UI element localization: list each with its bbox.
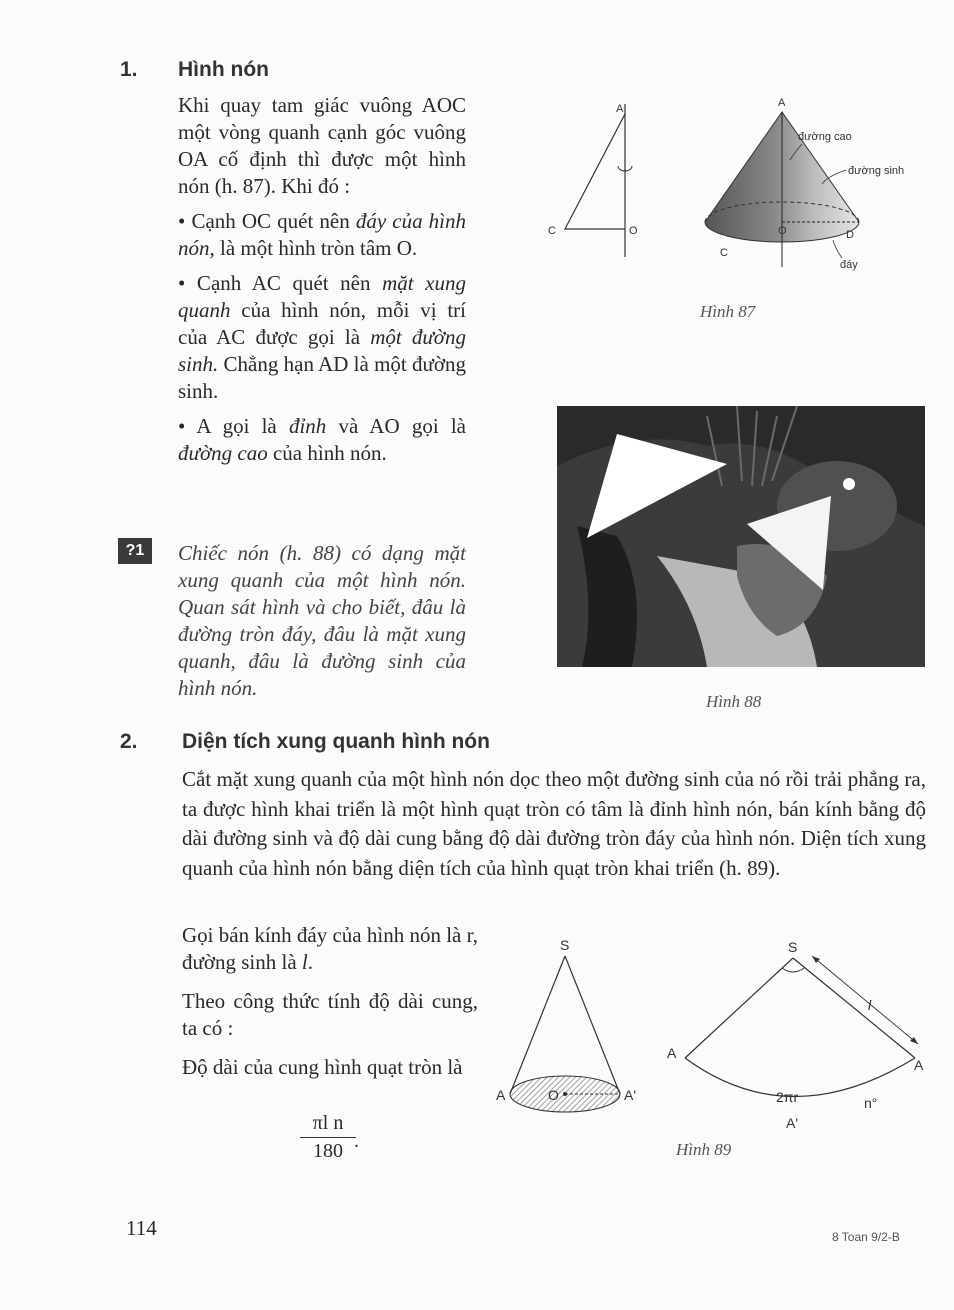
cone-right-edge <box>565 956 620 1094</box>
arc-length-text: Độ dài của cung hình quạt tròn là <box>182 1055 463 1079</box>
section-2-paragraph: Cắt mặt xung quanh của một hình nón dọc theo một đường sinh của nó rồi trải phẳng ra, ta được hình khai triển là một hình quạt tròn có tâm là đỉnh hình nón, bán kính bằng độ dài đường sinh và độ dài cung bằng độ dài đường tròn đáy của hình nón. Diện tích xung quanh của hình nón bằng diện tích của hình quạt tròn khai triển (h. 89). <box>182 767 926 880</box>
label-o-left: O <box>629 225 638 237</box>
label-aprime-cone: A' <box>624 1087 637 1103</box>
sector-arc <box>685 1058 915 1097</box>
label-a-cone: A <box>778 97 786 109</box>
cone-left-edge <box>510 956 565 1094</box>
question-badge: ?1 <box>118 538 152 564</box>
figure-88-caption: Hình 88 <box>706 692 762 711</box>
section-2-left-column <box>182 922 478 1081</box>
label-s-cone: S <box>560 937 570 953</box>
arc-length-fraction <box>300 1112 356 1163</box>
section-1-body <box>178 92 466 467</box>
label-aprime-sector: A' <box>786 1115 799 1131</box>
bullet-apex: • A gọi là đỉnh và AO gọi là đường cao của hình nón. <box>178 414 466 465</box>
label-a-sector-right: A <box>914 1057 924 1073</box>
label-arc-length: 2πr <box>776 1089 799 1105</box>
label-s-sector: S <box>788 939 798 955</box>
bullet-lateral-surface: • Cạnh AC quét nên mặt xung quanh của hình nón, mỗi vị trí của AC được gọi là một đường sinh. Chẳng hạn AD là một đường sinh. <box>178 271 466 403</box>
arc-formula-intro: Theo công thức tính độ dài cung, ta có : <box>182 989 478 1040</box>
figure-87-caption: Hình 87 <box>700 302 756 321</box>
intro-paragraph: Khi quay tam giác vuông AOC một vòng quanh cạnh góc vuông OA cố định thì được một hình nón (h. 87). Khi đó : <box>178 93 466 198</box>
figure-88-photo <box>557 406 925 667</box>
label-a-cone: A <box>496 1087 506 1103</box>
radius-definition: Gọi bán kính đáy của hình nón là r, đường sinh là l. <box>182 923 479 974</box>
label-o-cone: O <box>548 1087 559 1103</box>
sector-angle-mark <box>782 968 804 972</box>
triangle-aoc <box>565 114 625 229</box>
section-2-title: Diện tích xung quanh hình nón <box>182 730 490 753</box>
label-a-left: A <box>616 103 624 115</box>
sector-left-radius <box>685 958 793 1058</box>
label-generatrix: đường sinh <box>848 165 905 177</box>
label-degree: n° <box>864 1095 878 1111</box>
figure-89-diagram <box>490 930 930 1140</box>
bullet-base: • Cạnh OC quét nên đáy của hình nón, là một hình tròn tâm O. <box>178 209 467 260</box>
label-c-left: C <box>548 225 556 237</box>
sector-right-radius <box>793 958 915 1058</box>
section-1-number: 1. <box>120 58 138 81</box>
question-text: Chiếc nón (h. 88) có dạng mặt xung quanh của một hình nón. Quan sát hình và cho biết, đâu là đường tròn đáy, đâu là mặt xung quanh, đâu là đường sinh của hình nón. <box>178 541 466 700</box>
section-1-title: Hình nón <box>178 58 269 81</box>
figure-89-caption: Hình 89 <box>676 1140 732 1159</box>
page-number: 114 <box>126 1216 157 1240</box>
label-d-cone: D <box>846 229 854 241</box>
length-arrow <box>812 956 918 1044</box>
section-2-number: 2. <box>120 730 138 753</box>
label-o-cone: O <box>778 225 787 237</box>
label-a-sector-left: A <box>667 1045 677 1061</box>
footer-code: 8 Toan 9/2-B <box>832 1230 900 1244</box>
label-l: l <box>868 997 872 1013</box>
label-base: đáy <box>840 259 858 271</box>
label-c-cone: C <box>720 247 728 259</box>
fraction-denominator: 180 <box>313 1140 343 1162</box>
fraction-numerator: πl n <box>300 1112 356 1138</box>
label-height: đường cao <box>798 131 852 143</box>
fraction-period: . <box>354 1130 359 1152</box>
figure-87-diagram <box>530 92 930 292</box>
